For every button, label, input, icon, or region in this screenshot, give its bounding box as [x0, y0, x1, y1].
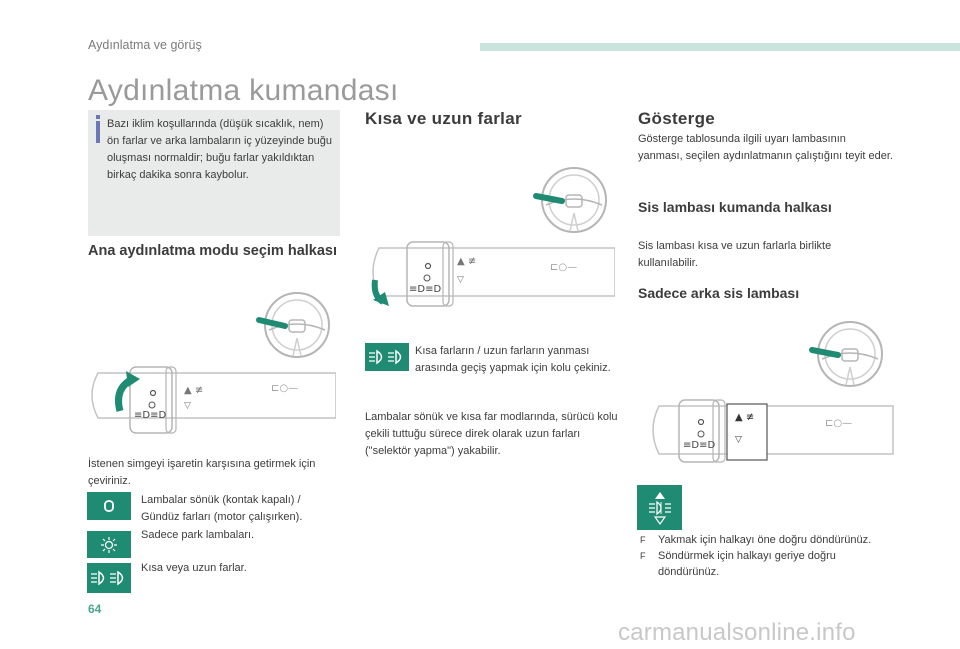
list-item [640, 548, 890, 580]
steering-wheel-illustration-3 [808, 318, 886, 392]
svg-text:▲ ≢: ▲ ≢ [457, 256, 477, 267]
fog-heading: Sis lambası kumanda halkası [638, 199, 832, 215]
svg-text:⊏○—: ⊏○— [825, 418, 853, 429]
low-high-beam-icon [87, 563, 131, 593]
svg-text:▽: ▽ [735, 435, 742, 445]
svg-text:▲ ≢: ▲ ≢ [735, 412, 755, 423]
svg-text:⊏○—: ⊏○— [271, 383, 299, 394]
bullet-text: Söndürmek için halkayı geriye doğru döndürünüz. [658, 550, 836, 578]
svg-text:≡D≡D: ≡D≡D [134, 410, 167, 421]
svg-text:⊏○—: ⊏○— [550, 262, 578, 273]
svg-text:≡D≡D: ≡D≡D [683, 440, 716, 451]
steering-wheel-illustration-2 [532, 164, 610, 238]
col2-heading: Kısa ve uzun farlar [365, 109, 522, 128]
info-text: Bazı iklim koşullarında (düşük sıcaklık, nem) ön farlar ve arka lambaların iç yüzeyinde buğu oluşması normaldir; buğu farlar yakıldıktan birkaç dakika sonra kaybolur. [107, 118, 333, 181]
fog-text: Sis lambası kısa ve uzun farlarla birlikte kullanılabilir. [638, 240, 832, 269]
beam-stalk-illustration [365, 240, 615, 310]
page-number: 64 [88, 602, 102, 616]
col3-heading: Gösterge [638, 109, 716, 128]
mode-beam-text: Kısa veya uzun farlar. [141, 562, 247, 574]
lighting-stalk-illustration [86, 363, 336, 435]
watermark: carmanualsonline.info [618, 619, 856, 646]
bullet-text: Yakmak için halkayı öne doğru döndürünüz. [658, 534, 872, 546]
fog-stalk-illustration [645, 396, 895, 466]
off-ring-icon [87, 492, 131, 520]
parking-lamp-icon [87, 531, 131, 558]
list-item [640, 532, 890, 548]
gosterge-text: Gösterge tablosunda ilgili uyarı lambasının yanması, seçilen aydınlatmanın çalıştığını teyit eder. [638, 133, 893, 162]
info-box [88, 110, 340, 236]
mode-off-text: Lambalar sönük (kontak kapalı) / Gündüz farları (motor çalışırken). [141, 494, 303, 523]
info-icon [96, 121, 100, 143]
svg-text:▽: ▽ [184, 401, 191, 411]
steering-wheel-illustration [255, 290, 333, 362]
svg-text:≡D≡D: ≡D≡D [409, 284, 442, 295]
col2-body: Lambalar sönük ve kısa far modlarında, sürücü kolu çekili tuttuğu sürece direk olarak uzun farları ("selektör yapma") yakabilir. [365, 411, 618, 457]
rear-fog-instructions [640, 532, 890, 580]
mode-parking-text: Sadece park lambaları. [141, 529, 255, 541]
page-title: Aydınlatma kumandası [88, 74, 399, 107]
rear-fog-icon [637, 485, 682, 530]
col2-icon-text: Kısa farların / uzun farların yanması arasında geçiş yapmak için kolu çekiniz. [415, 345, 611, 374]
col1-heading: Ana aydınlatma modu seçim halkası [88, 243, 338, 259]
header-section-title: Aydınlatma ve görüş [88, 38, 202, 52]
svg-text:▲ ≢: ▲ ≢ [184, 385, 204, 396]
bullet-mark: F [640, 551, 646, 561]
col1-instruction: İstenen simgeyi işaretin karşısına getirmek için çeviriniz. [88, 458, 316, 487]
bullet-mark: F [640, 535, 646, 545]
header-accent-bar [480, 43, 960, 51]
rear-fog-heading: Sadece arka sis lambası [638, 285, 800, 301]
beam-switch-icon [365, 343, 409, 371]
svg-text:▽: ▽ [457, 275, 464, 285]
